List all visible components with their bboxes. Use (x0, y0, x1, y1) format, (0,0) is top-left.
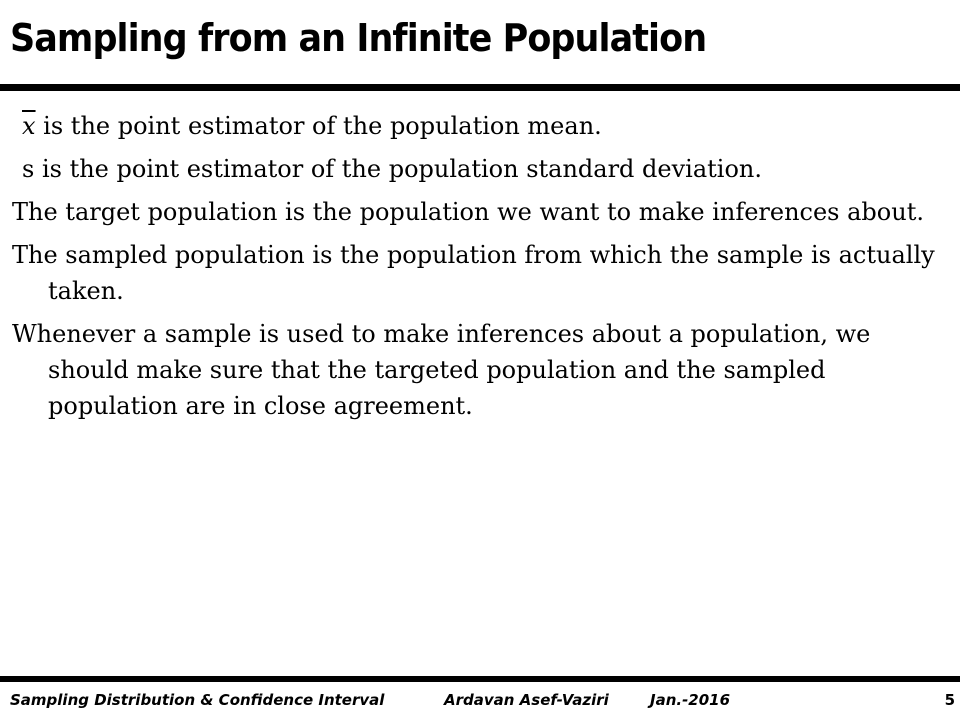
bullet-sampled-population: The sampled population is the population from which the sample is actually taken. (12, 241, 935, 305)
footer-author: Ardavan Asef-Vaziri (444, 691, 609, 709)
footer-divider (0, 676, 960, 682)
bullet-close-agreement: Whenever a sample is used to make inferences about a population, we should make sure that the targeted population and the sampled population are in close agreement. (12, 320, 871, 420)
bullet-sample-std: s is the point estimator of the population standard deviation. (22, 155, 763, 183)
slide-body (12, 108, 942, 431)
slide-title: Sampling from an Infinite Population (10, 16, 707, 60)
bullet-text: is the point estimator of the population mean. (35, 112, 602, 140)
page-number: 5 (944, 691, 955, 709)
x-bar-symbol: $\overline{x}$ (22, 112, 36, 140)
bullet-sample-mean (12, 108, 942, 144)
footer-date: Jan.-2016 (650, 691, 731, 709)
footer-course: Sampling Distribution & Confidence Interval (10, 691, 385, 709)
title-divider (0, 84, 960, 91)
bullet-target-population: The target population is the population we want to make inferences about. (12, 198, 924, 226)
